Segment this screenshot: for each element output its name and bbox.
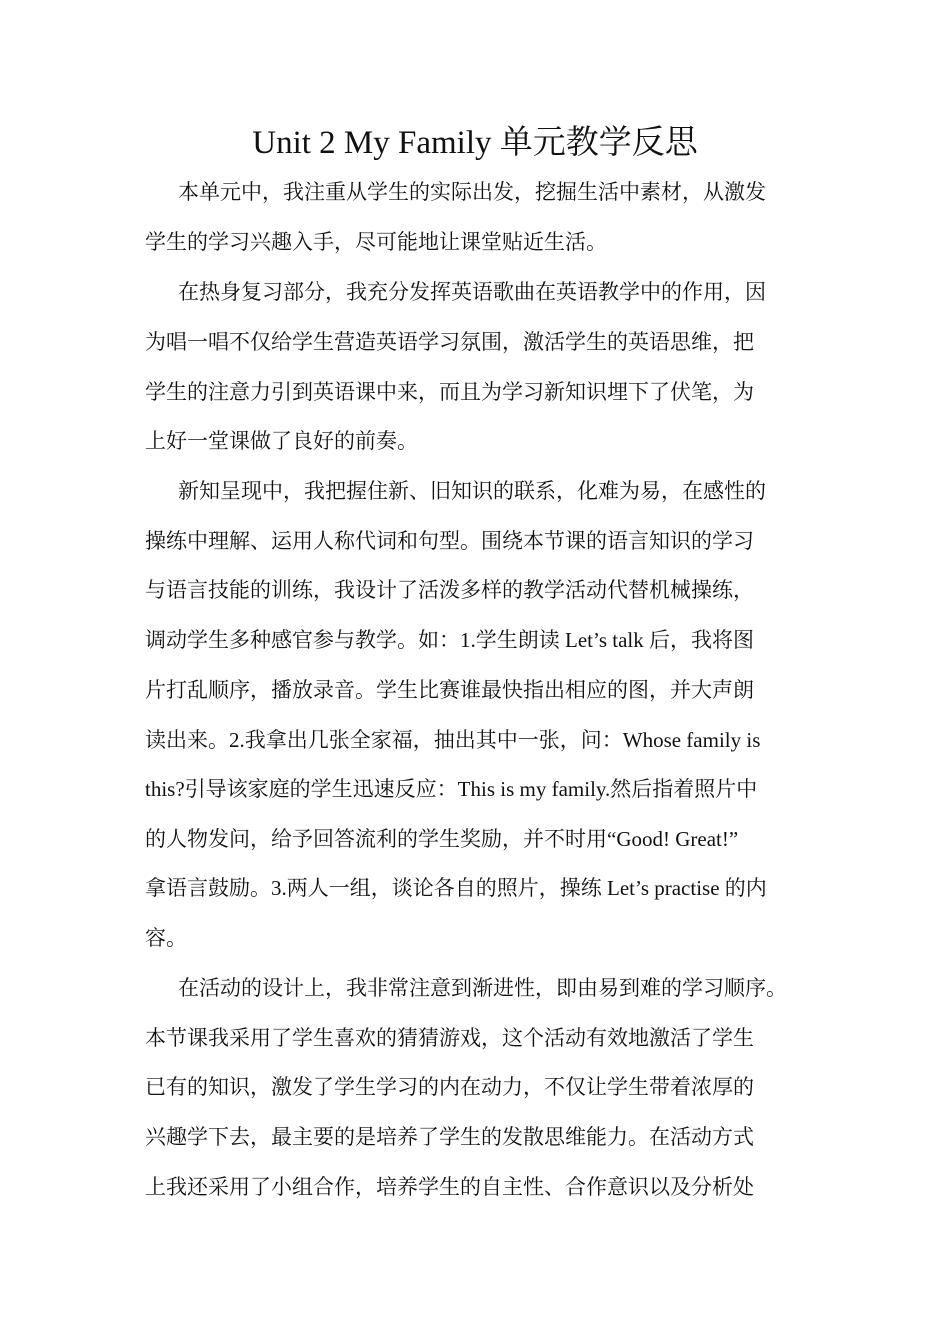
paragraph-line: 的人物发问，给予回答流利的学生奖励，并不时用“Good! Great!” [145,827,739,851]
paragraph-line: 学生的学习兴趣入手，尽可能地让课堂贴近生活。 [145,230,607,254]
paragraph-line: 在热身复习部分，我充分发挥英语歌曲在英语教学中的作用，因 [178,280,766,304]
paragraph-line: 在活动的设计上，我非常注意到渐进性，即由易到难的学习顺序。 [178,976,787,1000]
paragraph-line: 与语言技能的训练，我设计了活泼多样的教学活动代替机械操练， [145,578,754,602]
paragraph-line: 拿语言鼓励。3.两人一组，谈论各自的照片，操练 Let’s practise 的内 [145,876,767,900]
paragraph-line: 为唱一唱不仅给学生营造英语学习氛围，激活学生的英语思维，把 [145,330,754,354]
paragraph-line: 片打乱顺序，播放录音。学生比赛谁最快指出相应的图，并大声朗 [145,678,754,702]
paragraph-line: 容。 [145,926,187,950]
paragraph-line: 操练中理解、运用人称代词和句型。围绕本节课的语言知识的学习 [145,529,754,553]
paragraph-line: 兴趣学下去，最主要的是培养了学生的发散思维能力。在活动方式 [145,1125,754,1149]
paragraph-line: 上我还采用了小组合作，培养学生的自主性、合作意识以及分析处 [145,1175,754,1199]
paragraph-line: 本单元中，我注重从学生的实际出发，挖掘生活中素材，从激发 [178,180,766,204]
paragraph-line: 已有的知识，激发了学生学习的内在动力，不仅让学生带着浓厚的 [145,1075,754,1099]
paragraph-line: 读出来。2.我拿出几张全家福，抽出其中一张，问：Whose family is [145,728,761,752]
paragraph-line: 新知呈现中，我把握住新、旧知识的联系，化难为易，在感性的 [178,479,766,503]
paragraph-line: 调动学生多种感官参与教学。如：1.学生朗读 Let’s talk 后，我将图 [145,628,754,652]
paragraph-line: 学生的注意力引到英语课中来，而且为学习新知识埋下了伏笔，为 [145,380,754,404]
paragraph-line: this?引导该家庭的学生迅速反应：This is my family.然后指着照片中 [145,777,758,801]
paragraph-line: 本节课我采用了学生喜欢的猜猜游戏，这个活动有效地激活了学生 [145,1026,754,1050]
document-title: Unit 2 My Family 单元教学反思 [252,125,698,161]
paragraph-line: 上好一堂课做了良好的前奏。 [145,429,418,453]
